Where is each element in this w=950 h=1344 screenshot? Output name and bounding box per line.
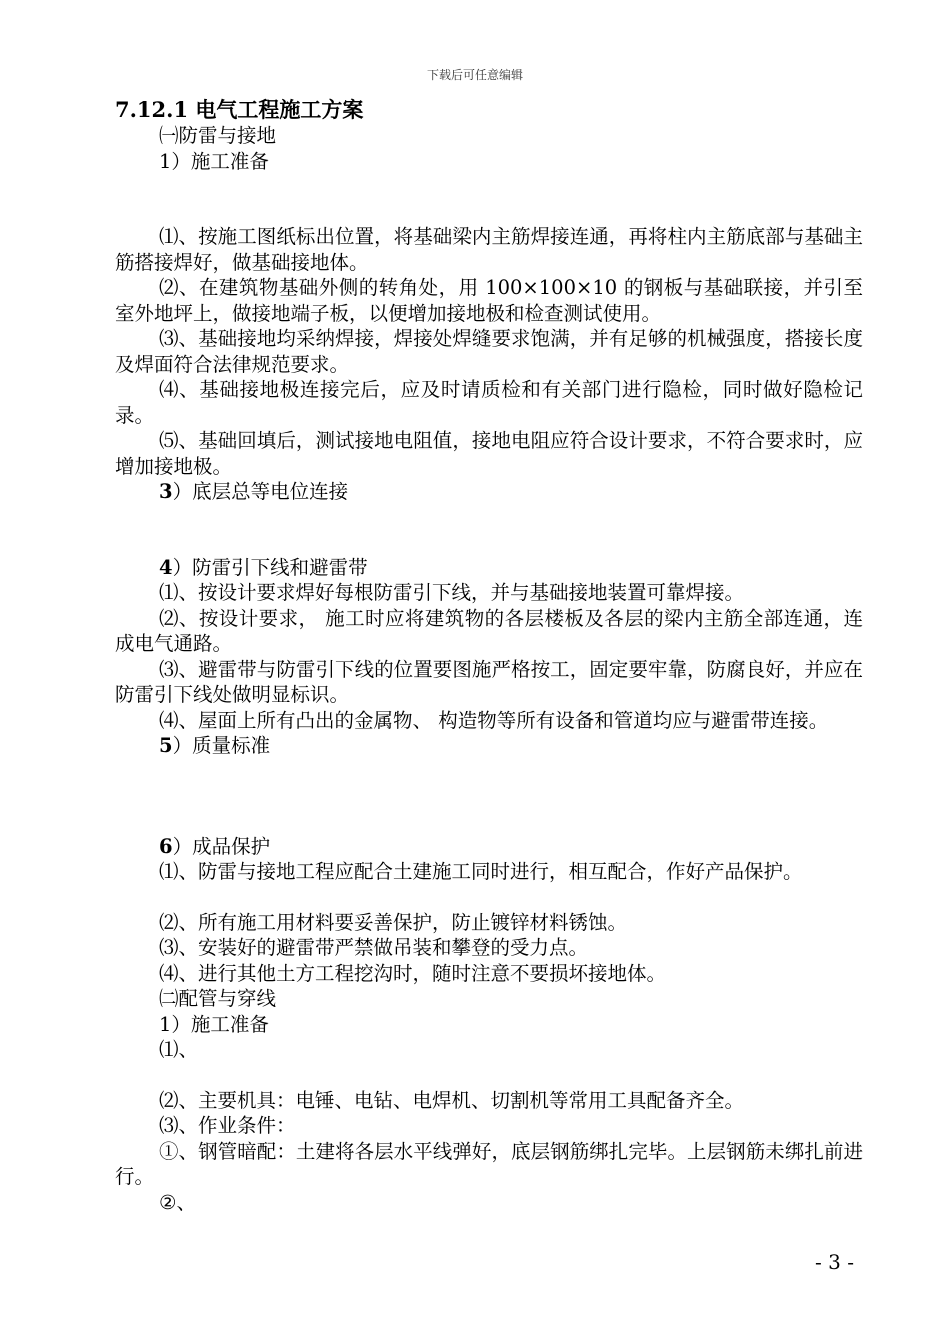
section-title: 7.12.1 电气工程施工方案: [115, 97, 364, 122]
list-item: ⑴、按设计要求焊好每根防雷引下线，并与基础接地装置可靠焊接。: [159, 581, 745, 604]
list-item: ②、: [159, 1190, 196, 1214]
list-item: ⑵、主要机具：电锤、电钻、电焊机、切割机等常用工具配备齐全。: [159, 1088, 745, 1112]
list-item: ⑴、按施工图纸标出位置，将基础梁内主筋焊接连通，再将柱内主筋底部与基础主筋搭接焊好，做基础接地体。: [115, 225, 863, 274]
subheading-preparation: 1）施工准备: [159, 149, 269, 173]
list-item: ⑶、避雷带与防雷引下线的位置要图施严格按工，固定要牢靠，防腐良好，并应在防雷引下线处做明显标识。: [115, 657, 863, 706]
list-item: ①、钢管暗配：土建将各层水平线弹好，底层钢筋绑扎完毕。上层钢筋未绑扎前进行。: [115, 1139, 863, 1188]
list-item: ⑵、在建筑物基础外侧的转角处，用 100×100×10 的钢板与基础联接，并引至室外地坪上，做接地端子板，以便增加接地极和检查测试使用。: [115, 276, 863, 325]
subheading-quality: 5）质量标准: [159, 734, 271, 757]
list-item: ⑶、基础接地均采纳焊接，焊接处焊缝要求饱满，并有足够的机械强度，搭接长度及焊面符合法律规范要求。: [115, 327, 863, 376]
subheading-down-conductor: 4）防雷引下线和避雷带: [159, 555, 368, 579]
list-item: ⑵、所有施工用材料要妥善保护，防止镀锌材料锈蚀。: [159, 910, 628, 934]
heading-lightning-grounding: ㈠防雷与接地: [159, 124, 277, 147]
list-item: ⑷、基础接地极连接完后，应及时请质检和有关部门进行隐检，同时做好隐检记录。: [115, 378, 863, 427]
subheading-equipotential: 3）底层总等电位连接: [159, 480, 349, 503]
list-item: ⑶、安装好的避雷带严禁做吊装和攀登的受力点。: [159, 936, 589, 959]
list-item: ⑴、: [159, 1038, 199, 1061]
list-item: ⑶、作业条件：: [159, 1114, 296, 1137]
page-header: 下载后可任意编辑: [426, 68, 523, 82]
list-item: ⑷、屋面上所有凸出的金属物、 构造物等所有设备和管道均应与避雷带连接。: [159, 708, 829, 732]
heading-conduit-wiring: ㈡配管与穿线: [159, 987, 277, 1010]
page-number: - 3 -: [815, 1250, 854, 1274]
list-item: ⑸、基础回填后，测试接地电阻值，接地电阻应符合设计要求，不符合要求时，应增加接地极。: [115, 429, 863, 478]
list-item: ⑵、按设计要求， 施工时应将建筑物的各层楼板及各层的梁内主筋全部连通，连成电气通路。: [115, 606, 863, 655]
list-item: ⑴、防雷与接地工程应配合土建施工同时进行，相互配合，作好产品保护。: [159, 860, 803, 883]
document-body: [115, 96, 863, 1215]
subheading-protection: 6）成品保护: [159, 834, 271, 858]
list-item: ⑷、进行其他土方工程挖沟时，随时注意不要损坏接地体。: [159, 961, 667, 985]
subheading-preparation: 1）施工准备: [159, 1012, 269, 1036]
